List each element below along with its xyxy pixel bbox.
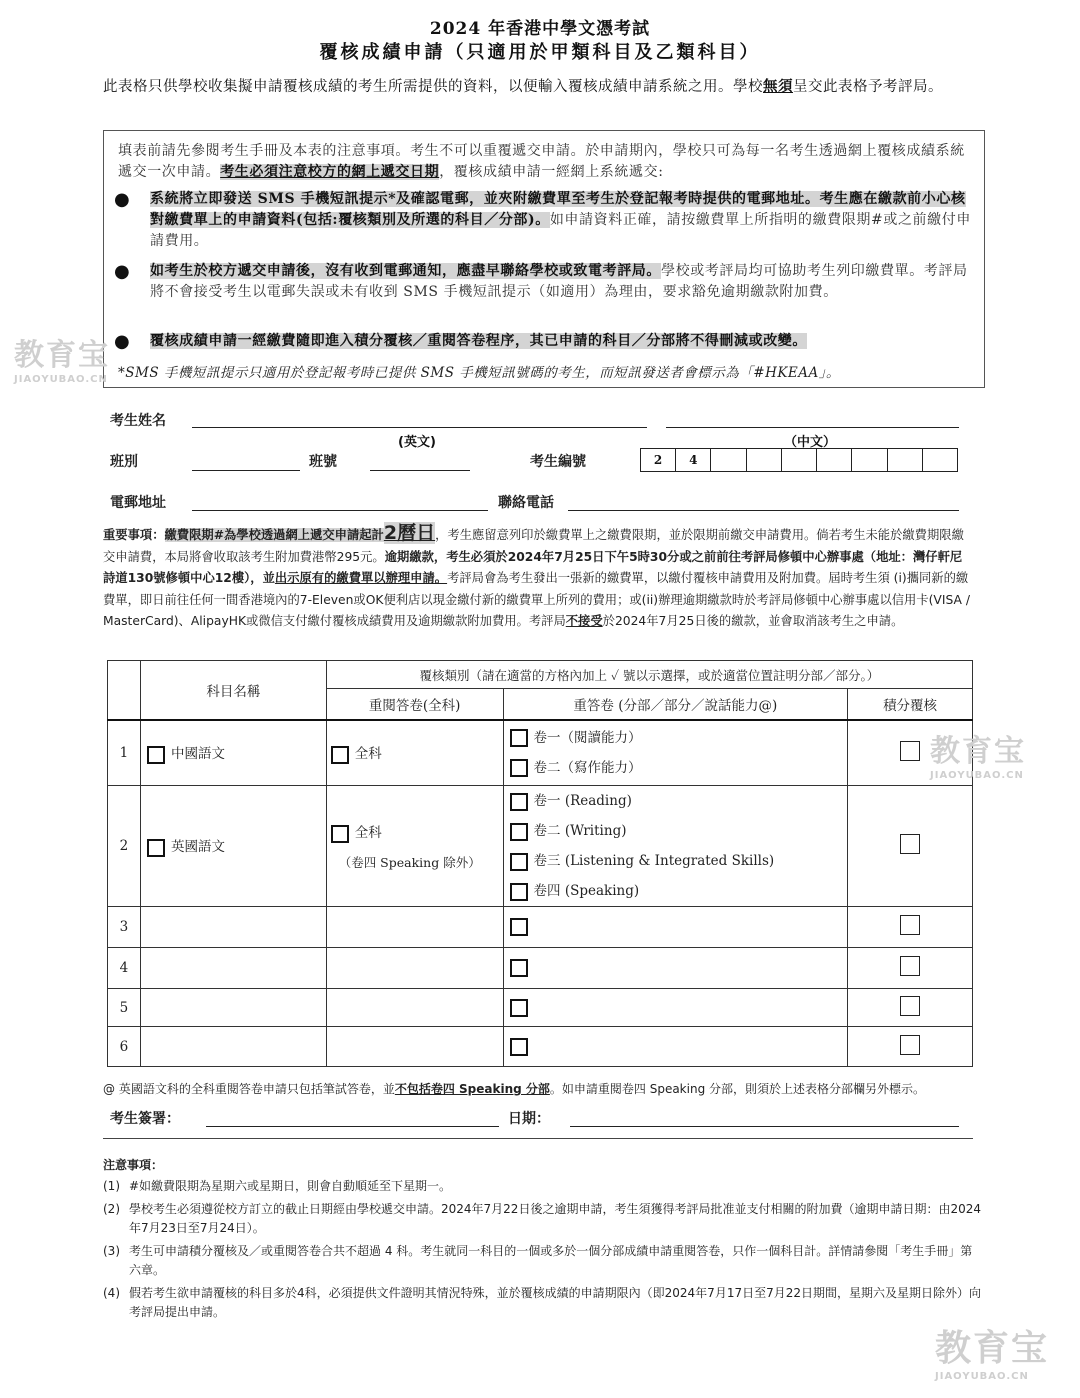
- subject-cell[interactable]: [140, 948, 326, 989]
- class-field[interactable]: [192, 470, 300, 471]
- subject-name: 英國語文: [170, 839, 225, 856]
- bullet-2-highlight: 如考生於校方遞交申請後，沒有收到電郵通知，應盡早聯絡學校或致電考評局。: [150, 263, 661, 279]
- phone-field[interactable]: [568, 510, 959, 511]
- class-number-label: 班號: [309, 454, 337, 470]
- row-number: 3: [108, 907, 141, 948]
- table-row: [108, 948, 973, 989]
- note-item: [103, 1200, 983, 1238]
- notice-text: 填表前請先參閱考生手冊及本表的注意事項。考生不可以重覆遞交申請。於申請期內，學校只可為每一名考生透過網上覆核成績系統遞交一次申請。: [118, 143, 965, 180]
- signature-label: 考生簽署：: [110, 1111, 180, 1127]
- parts-cell: [503, 786, 848, 907]
- full-checkbox[interactable]: [331, 825, 349, 843]
- footnote-underline: 不包括卷四 Speaking 分部: [394, 1082, 550, 1096]
- note-text: 假若考生欲申請覆核的科目多於4科，必須提供文件證明其情況特殊，並於覆核成績的申請期限內（即2024年7月17日至7月22日期間，星期六及星期日除外）向考評局提出申請。: [129, 1286, 981, 1319]
- part-label: 卷四 (Speaking): [533, 883, 640, 899]
- subject-cell: [140, 786, 326, 907]
- note-number: (3): [103, 1244, 120, 1258]
- full-label: 全科: [354, 825, 382, 842]
- recheck-checkbox[interactable]: [900, 996, 920, 1016]
- table-row: [108, 989, 973, 1027]
- full-cell[interactable]: [326, 907, 503, 948]
- recheck-cell: [848, 948, 973, 989]
- cand-digit[interactable]: [852, 449, 887, 471]
- phone-label: 聯絡電話: [498, 495, 554, 511]
- part-checkbox[interactable]: [510, 918, 528, 936]
- watermark-logo: 教育宝 JIAOYUBAO.CN: [14, 338, 110, 385]
- cand-digit[interactable]: [923, 449, 957, 471]
- important-notice: [103, 523, 973, 633]
- footnote-text-end: 。如申請重閱卷四 Speaking 分部，則須於上述表格分部欄另外標示。: [549, 1082, 925, 1096]
- name-zh-field[interactable]: [666, 427, 959, 428]
- class-number-field[interactable]: [370, 470, 470, 471]
- part-checkbox[interactable]: [510, 959, 528, 977]
- note-item: [103, 1177, 983, 1196]
- intro-text: 此表格只供學校收集擬申請覆核成績的考生所需提供的資料，以便輸入覆核成績申請系統之用。學校: [103, 79, 763, 95]
- part-label: 卷二 (Writing): [533, 823, 627, 839]
- part-checkbox[interactable]: [510, 759, 528, 777]
- bullet-1-highlight: 系統將立即發送 SMS 手機短訊提示*及確認電郵，並夾附繳費單至考生於登記報考時提供的電郵地址。考生應在繳款前小心核對繳費單上的申請資料(包括:覆核類別及所選的科目／分部)。: [150, 191, 966, 228]
- cand-digit[interactable]: [782, 449, 817, 471]
- note-text: 學校考生必須遵從校方訂立的截止日期經由學校遞交申請。2024年7月22日後之逾期申請，考生須獲得考評局批准並支付相關的附加費（逾期申請日期：由2024年7月23日至7月24日）。: [129, 1202, 981, 1235]
- bullet-3-highlight: 覆核成績申請一經繳費隨即進入積分覆核／重閱答卷程序，其已申請的科目／分部將不得刪減或改變。: [150, 333, 807, 349]
- note-number: (4): [103, 1286, 120, 1300]
- part-label: 卷一（閱讀能力）: [533, 729, 642, 746]
- note-number: (1): [103, 1179, 120, 1193]
- notice-bullet-2: [150, 261, 976, 303]
- recheck-checkbox[interactable]: [900, 915, 920, 935]
- cand-digit[interactable]: [747, 449, 782, 471]
- full-label: 全科: [354, 746, 382, 762]
- deadline-days: 2曆日: [383, 522, 436, 544]
- part-checkbox[interactable]: [510, 853, 528, 871]
- full-note: （卷四 Speaking 除外）: [338, 854, 481, 870]
- candidate-number-label: 考生編號: [530, 454, 586, 470]
- late-payment-text: 逾期繳款，考生必須於2024年7月25日下午5時30分或之前前往考評局修頓中心辦事處（地址：灣仔軒尼詩道130號修頓中心12樓），並: [103, 549, 963, 585]
- note-text: #如繳費限期為星期六或星期日，則會自動順延至下星期一。: [129, 1179, 452, 1193]
- full-checkbox[interactable]: [331, 746, 349, 764]
- recheck-cell: [848, 907, 973, 948]
- form-title: 覆核成績申請（只適用於甲類科目及乙類科目）: [319, 42, 761, 63]
- late-payment-underline: 出示原有的繳費單以辦理申請。: [274, 571, 448, 585]
- recheck-checkbox[interactable]: [900, 741, 920, 761]
- table-row: [108, 907, 973, 948]
- not-accept-text: 不接受: [565, 614, 603, 628]
- cand-digit[interactable]: [817, 449, 852, 471]
- notes-section: [103, 1156, 983, 1326]
- part-option: [504, 786, 848, 816]
- full-cell[interactable]: [326, 1027, 503, 1067]
- parts-cell: [503, 907, 848, 948]
- recheck-cell: [848, 1027, 973, 1067]
- important-label: 重要事項：: [103, 528, 165, 542]
- full-cell[interactable]: [326, 989, 503, 1027]
- intro-text-end: 呈交此表格予考評局。: [793, 79, 943, 95]
- full-option: [331, 821, 503, 843]
- row-number: 6: [108, 1027, 141, 1067]
- en-caption: (英文): [398, 435, 436, 450]
- parts-cell: [503, 1027, 848, 1067]
- important-text-1: ，考生應留意列印於繳費單上之繳費限期，並於限期前繳交申請費用。倘若考生未能於繳費期限繳交申請費，本局將會收取該考生附加費港幣295元。: [103, 528, 964, 564]
- part-option: [504, 723, 848, 753]
- table-row: [108, 1027, 973, 1067]
- notice-box: [103, 130, 985, 388]
- name-en-field[interactable]: [192, 427, 647, 428]
- subject-name: 中國語文: [170, 746, 225, 762]
- part-option: [504, 846, 848, 876]
- subject-cell[interactable]: [140, 1027, 326, 1067]
- bullet-1-text: 如申請資料正確，請按繳費單上所指明的繳費限期#或之前繳付申請費用。: [150, 212, 971, 249]
- candidate-number-boxes[interactable]: [640, 448, 958, 472]
- subject-cell: [140, 720, 326, 786]
- full-cell: [326, 720, 503, 786]
- note-number: (2): [103, 1202, 120, 1216]
- cand-digit[interactable]: 2: [641, 449, 676, 471]
- email-label: 電郵地址: [110, 495, 166, 511]
- recheck-header: 積分覆核: [848, 689, 973, 720]
- part-checkbox[interactable]: [510, 883, 528, 901]
- part-checkbox[interactable]: [510, 1038, 528, 1056]
- email-field[interactable]: [192, 510, 488, 511]
- row-number: 1: [108, 720, 141, 786]
- note-text: 考生可申請積分覆核及／或重閱答卷合共不超過 4 科。考生就同一科目的一個或多於一個分部成績申請重閱答卷，只作一個科目計。詳情請參閱「考生手冊」第六章。: [129, 1244, 973, 1277]
- parts-cell: [503, 989, 848, 1027]
- partial-rereview-header: 重答卷 (分部／部分／說話能力@): [503, 689, 848, 720]
- cand-digit[interactable]: [711, 449, 746, 471]
- divider: [103, 1138, 973, 1139]
- recheck-checkbox[interactable]: [900, 1035, 920, 1055]
- cand-digit[interactable]: 4: [676, 449, 711, 471]
- recheck-cell: [848, 786, 973, 907]
- note-item: [103, 1284, 983, 1322]
- notice-bullet-1: [150, 189, 976, 252]
- table-footnote: [103, 1080, 925, 1097]
- subject-checkbox[interactable]: [147, 746, 165, 764]
- form-title-year: 2024 年香港中學文憑考試: [429, 19, 651, 39]
- name-label: 考生姓名: [110, 413, 166, 429]
- intro-paragraph: [103, 76, 973, 98]
- table-row: [108, 786, 973, 907]
- row-number: 5: [108, 989, 141, 1027]
- full-rereview-header: 重閱答卷(全科): [326, 689, 503, 720]
- part-option: [504, 753, 848, 783]
- parts-cell: [503, 720, 848, 786]
- part-label: 卷二（寫作能力）: [533, 759, 642, 776]
- part-option: [504, 876, 848, 906]
- signature-field[interactable]: [206, 1126, 499, 1127]
- notice-paragraph: [118, 141, 968, 183]
- category-header: 覆核類別（請在適當的方格內加上 ✓ 號以示選擇，或於適當位置註明分部／部分。）: [326, 661, 972, 689]
- notes-title: 注意事項：: [103, 1158, 164, 1172]
- watermark-logo: 教育宝 JIAOYUBAO.CN: [930, 734, 1026, 781]
- footnote-text: @ 英國語文科的全科重閱答卷申請只包括筆試答卷，並: [103, 1082, 395, 1096]
- full-cell: [326, 786, 503, 907]
- part-option: [504, 816, 848, 846]
- bullet-icon: ●: [114, 331, 130, 352]
- subject-cell[interactable]: [140, 907, 326, 948]
- notice-highlight: 考生必須注意校方的網上遞交日期: [220, 164, 440, 180]
- class-label: 班別: [110, 454, 138, 470]
- intro-emphasis: 無須: [763, 78, 793, 95]
- recheck-checkbox[interactable]: [900, 834, 920, 854]
- row-number: 2: [108, 786, 141, 907]
- part-checkbox[interactable]: [510, 793, 528, 811]
- cand-digit[interactable]: [888, 449, 923, 471]
- important-text-3: 考評局會為考生發出一張新的繳費單，以繳付覆核申請費用及附加費。屆時考生須 (i)攜同新的繳費單，即日前往任何一間香港境內的7-Eleven或OK便利店以現金繳付新的繳費單上所列的費用；或(ii)辦理逾期繳款時於考評局修頓中心辦事處以信用卡(VISA / MasterCard)、AlipayHK或微信支付繳付覆核成績費用及逾期繳款附加費用。考評局: [103, 571, 970, 628]
- row-number: 4: [108, 948, 141, 989]
- part-checkbox[interactable]: [510, 999, 528, 1017]
- table-row: [108, 720, 973, 786]
- part-checkbox[interactable]: [510, 729, 528, 747]
- notice-bullet-3: [150, 331, 976, 352]
- bullet-icon: ●: [114, 261, 130, 282]
- part-label: 卷三 (Listening & Integrated Skills): [533, 853, 775, 869]
- note-item: [103, 1242, 983, 1280]
- notice-text-end: ，覆核成績申請一經網上系統遞交:: [439, 164, 664, 180]
- table-corner: [108, 661, 141, 720]
- important-text-4: 於2024年7月25日後的繳款，並會取消該考生之申請。: [602, 614, 904, 628]
- deadline-text: 繳費限期#為學校透過網上遞交申請起計: [164, 528, 384, 542]
- parts-cell: [503, 948, 848, 989]
- date-label: 日期：: [508, 1111, 550, 1127]
- subject-checkbox[interactable]: [147, 839, 165, 857]
- part-checkbox[interactable]: [510, 823, 528, 841]
- recheck-checkbox[interactable]: [900, 956, 920, 976]
- sms-note: *SMS 手機短訊提示只適用於登記報考時已提供 SMS 手機短訊號碼的考生，而短訊發送者會標示為「#HKEAA」。: [118, 365, 841, 381]
- part-label: 卷一 (Reading): [533, 793, 632, 809]
- subject-cell[interactable]: [140, 989, 326, 1027]
- subject-table: [107, 660, 973, 1067]
- recheck-cell: [848, 989, 973, 1027]
- zh-caption: （中文）: [784, 435, 837, 450]
- subject-header: 科目名稱: [140, 661, 326, 720]
- date-field[interactable]: [570, 1126, 959, 1127]
- watermark-logo: 教育宝 JIAOYUBAO.CN: [935, 1328, 1050, 1382]
- full-cell[interactable]: [326, 948, 503, 989]
- bullet-icon: ●: [114, 189, 130, 210]
- bullet-2-text: 學校或考評局均可協助考生列印繳費單。考評局將不會接受考生以電郵失誤或未有收到 SMS 手機短訊提示（如適用）為理由，要求豁免逾期繳款附加費。: [150, 263, 968, 300]
